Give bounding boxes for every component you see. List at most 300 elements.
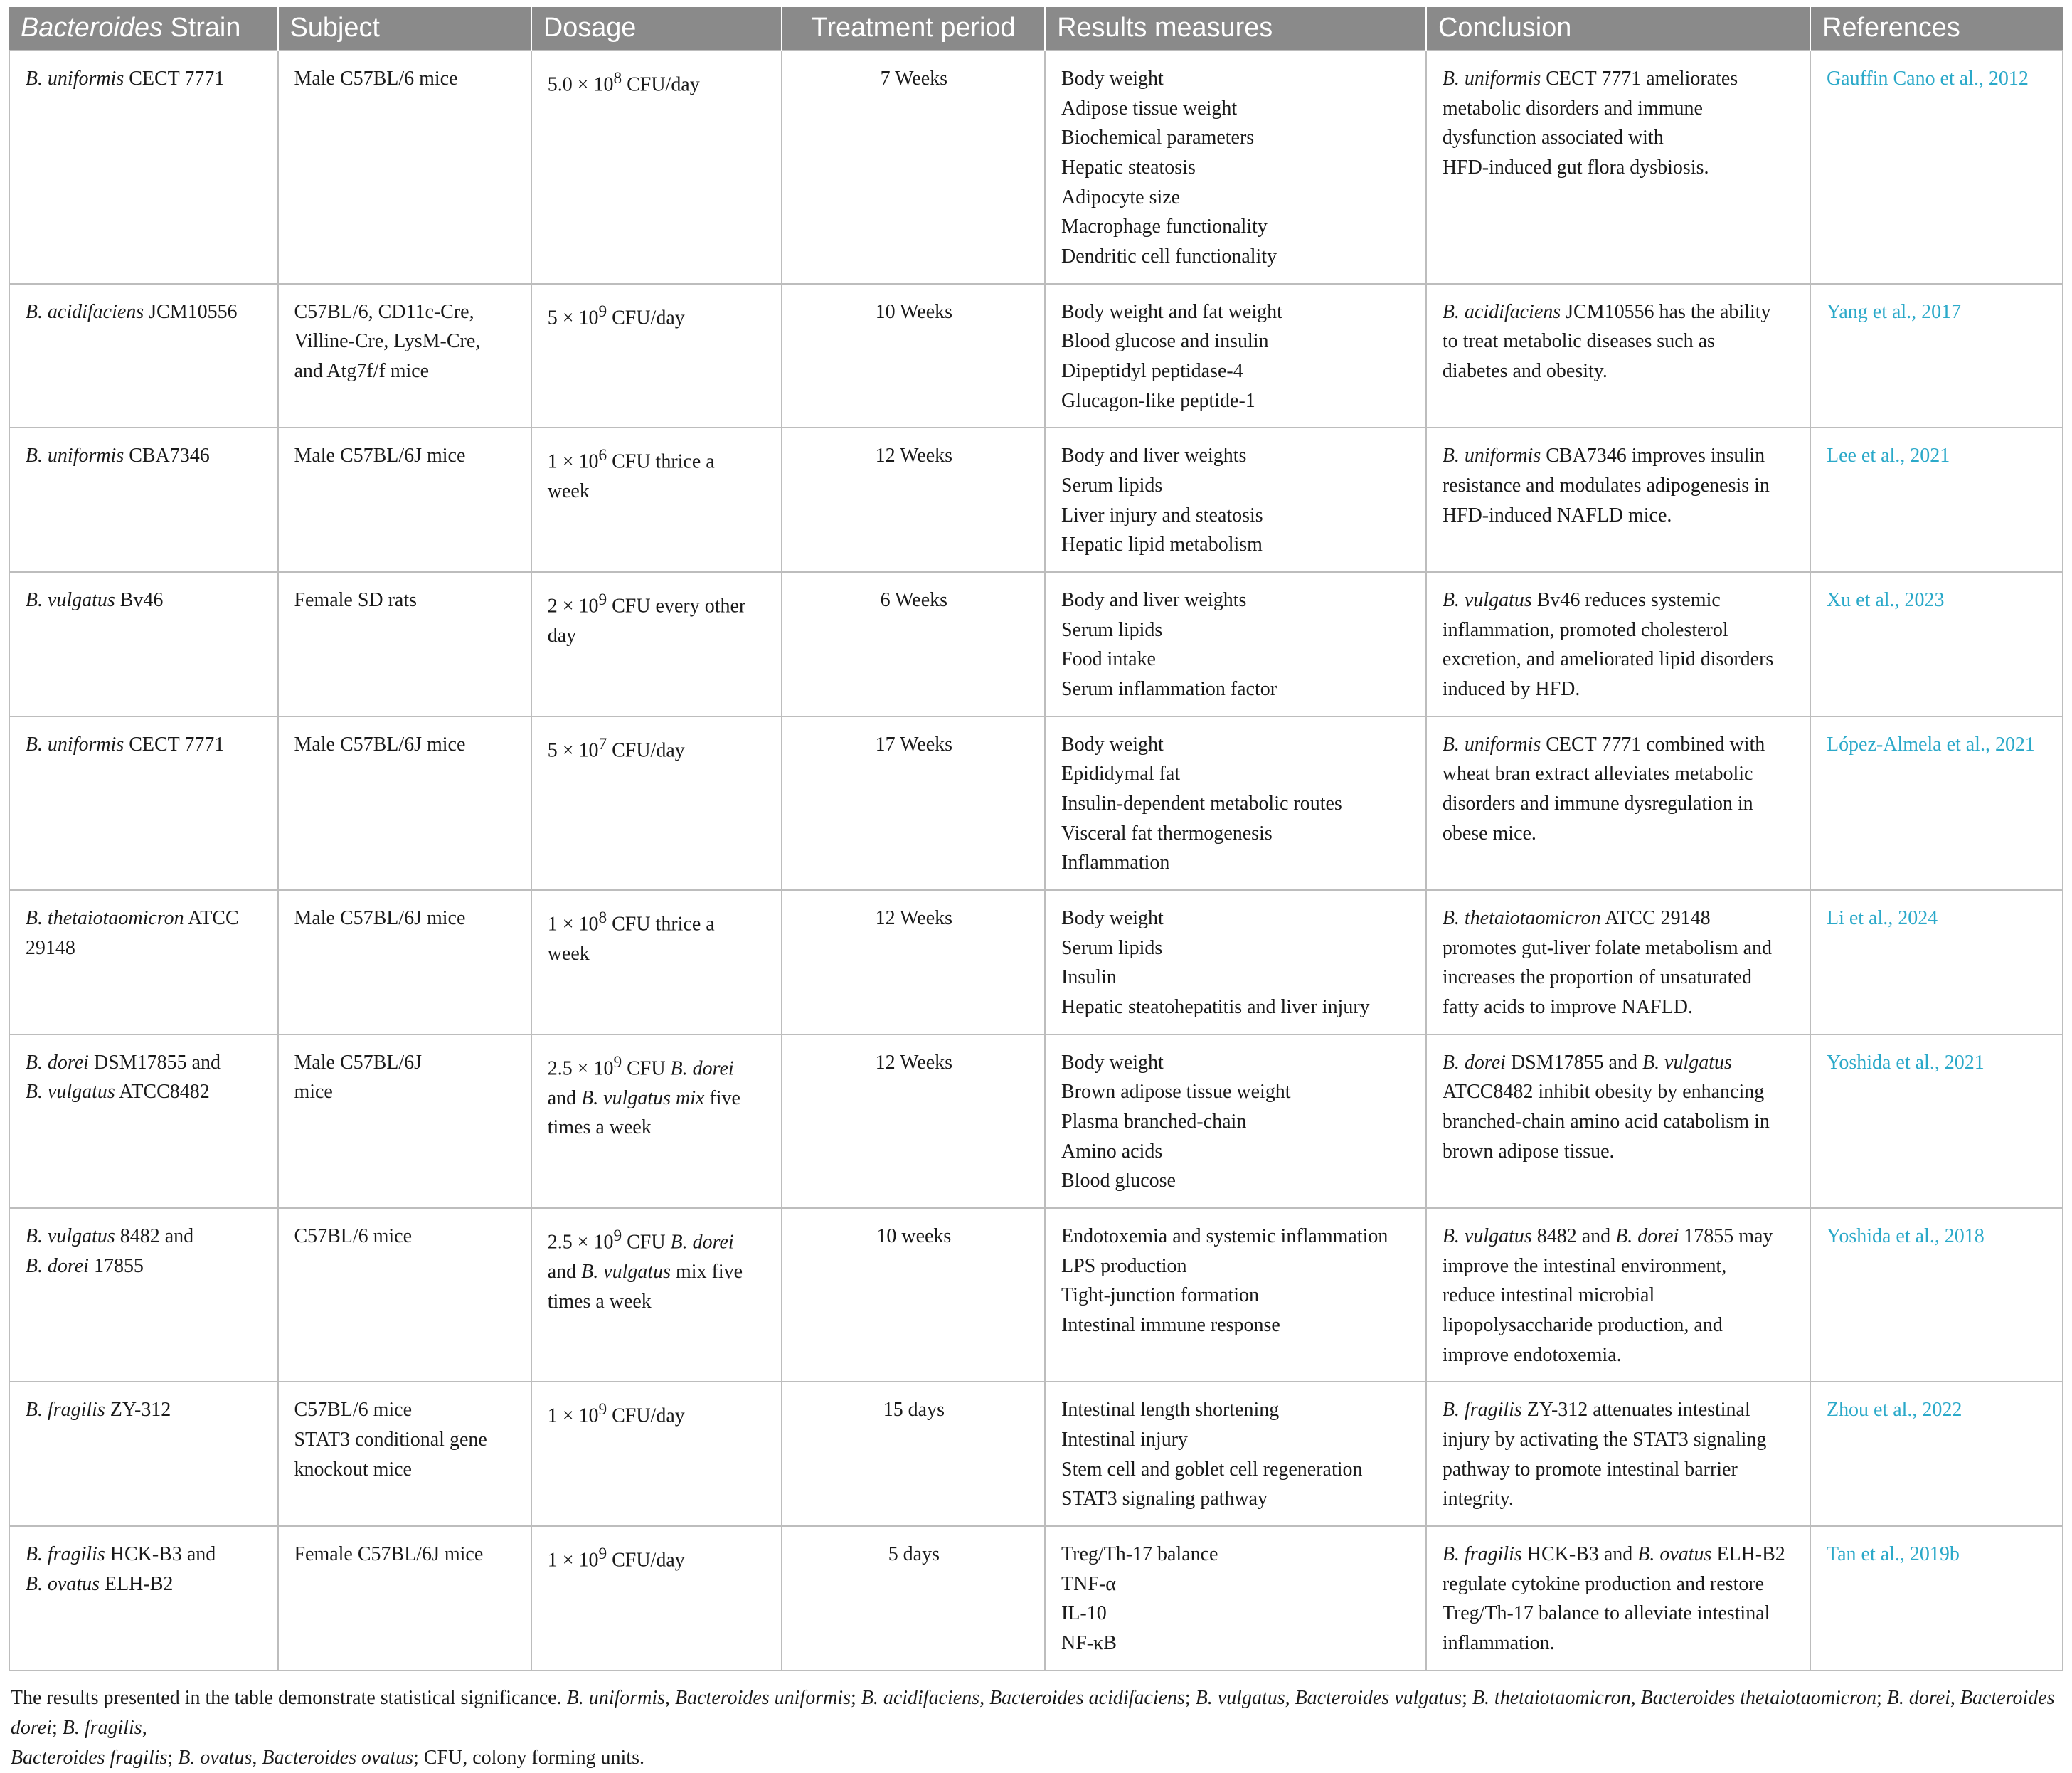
italic-text: B. fragilis xyxy=(1442,1399,1522,1422)
text-segment: 29148 xyxy=(25,936,75,959)
text-segment: Female C57BL/6J mice xyxy=(294,1543,484,1566)
text-segment: Male C57BL/6J mice xyxy=(294,445,466,467)
cell-line xyxy=(1443,123,1795,153)
italic-text: B. dorei xyxy=(25,1254,89,1277)
italic-text: B. vulgatus xyxy=(1442,1225,1532,1248)
subject-cell xyxy=(278,51,531,284)
reference-link[interactable]: Lee et al., 2021 xyxy=(1826,445,1950,467)
references-cell xyxy=(1810,51,2063,284)
text-segment: and xyxy=(547,1261,582,1284)
italic-text: B. vulgatus xyxy=(1195,1687,1285,1710)
text-segment: times a week xyxy=(547,1116,652,1139)
superscript: 9 xyxy=(598,302,607,321)
italic-text: B. uniformis xyxy=(25,445,124,467)
italic-text: B. uniformis xyxy=(25,733,124,756)
treatment-period-cell: 6 Weeks xyxy=(782,572,1045,716)
superscript: 8 xyxy=(613,69,622,88)
cell-line xyxy=(1443,615,1795,645)
text-segment: metabolic disorders and immune xyxy=(1442,97,1703,120)
cell-line xyxy=(548,1222,767,1257)
cell-line xyxy=(548,939,767,969)
text-segment: improve the intestinal environment, xyxy=(1442,1254,1727,1277)
strain-cell xyxy=(9,284,278,428)
treatment-period-cell: 12 Weeks xyxy=(782,890,1045,1034)
text-segment: 5.0 × 10 xyxy=(547,73,614,96)
dosage-cell xyxy=(531,284,782,428)
cell-line xyxy=(1443,1137,1795,1167)
text-segment: CFU xyxy=(622,1231,671,1254)
text-segment: 17855 may xyxy=(1679,1225,1773,1248)
measure-item: Stem cell and goblet cell regeneration xyxy=(1061,1458,1363,1481)
text-segment: week xyxy=(547,480,590,503)
italic-text: Bacteroides vulgatus xyxy=(1295,1687,1462,1710)
measure-item: Intestinal injury xyxy=(1061,1429,1188,1451)
reference-link[interactable]: Zhou et al., 2022 xyxy=(1826,1399,1962,1422)
text-segment: , xyxy=(1630,1687,1641,1710)
treatment-period-cell: 15 days xyxy=(782,1382,1045,1526)
measure-item: Visceral fat thermogenesis xyxy=(1061,822,1273,845)
superscript: 8 xyxy=(598,909,607,928)
references-cell xyxy=(1810,1526,2063,1671)
text-segment: Male C57BL/6J mice xyxy=(294,907,466,930)
text-segment: mix five xyxy=(671,1261,743,1284)
cell-line xyxy=(1443,297,1795,327)
cell-line xyxy=(1443,1599,1795,1629)
text-segment: resistance and modulates adipogenesis in xyxy=(1442,475,1770,497)
table-row xyxy=(9,1208,2063,1382)
italic-text: B. uniformis xyxy=(566,1687,666,1710)
text-segment: 5 × 10 xyxy=(547,739,599,762)
results-measures-cell xyxy=(1045,890,1426,1034)
text-segment: STAT3 conditional gene xyxy=(294,1429,487,1451)
strain-cell xyxy=(9,890,278,1034)
measure-item: Insulin xyxy=(1061,966,1117,989)
cell-line xyxy=(26,64,262,94)
cell-line xyxy=(26,441,262,471)
cell-line xyxy=(1443,1540,1795,1570)
measure-item: Macrophage functionality xyxy=(1061,216,1268,238)
treatment-period-cell: 12 Weeks xyxy=(782,1034,1045,1208)
cell-line xyxy=(294,1425,516,1455)
measure-item: Glucagon-like peptide-1 xyxy=(1061,389,1255,412)
strain-cell xyxy=(9,428,278,572)
text-segment: induced by HFD. xyxy=(1442,678,1580,701)
cell-line xyxy=(11,1743,2063,1773)
cell-line xyxy=(294,327,516,356)
treatment-period-cell: 10 weeks xyxy=(782,1208,1045,1382)
dosage-cell xyxy=(531,1208,782,1382)
subject-cell xyxy=(278,890,531,1034)
measure-item: Liver injury and steatosis xyxy=(1061,504,1263,526)
cell-line xyxy=(1443,1425,1795,1455)
text-segment: lipopolysaccharide production, and xyxy=(1442,1314,1723,1337)
cell-line xyxy=(26,730,262,760)
header-conclusion: Conclusion xyxy=(1426,7,1810,51)
text-segment: branched-chain amino acid catabolism in xyxy=(1442,1111,1770,1133)
dosage-cell xyxy=(531,51,782,284)
subject-cell xyxy=(278,1526,531,1671)
cell-line xyxy=(26,1540,262,1570)
italic-text: B. acidifaciens xyxy=(25,300,144,323)
italic-text: B. dorei xyxy=(1615,1225,1679,1248)
strain-cell xyxy=(9,1526,278,1671)
text-segment: five xyxy=(704,1086,740,1109)
measure-item: Intestinal immune response xyxy=(1061,1314,1280,1337)
text-segment: reduce intestinal microbial xyxy=(1442,1284,1655,1307)
text-segment: inflammation, promoted cholesterol xyxy=(1442,618,1728,641)
text-segment: promotes gut-liver folate metabolism and xyxy=(1442,936,1773,959)
cell-line xyxy=(294,1455,516,1485)
reference-link[interactable]: Xu et al., 2023 xyxy=(1826,589,1945,612)
cell-line xyxy=(548,586,767,621)
text-segment: DSM17855 and xyxy=(88,1051,221,1074)
measure-item: Biochemical parameters xyxy=(1061,127,1255,149)
measure-item: Insulin-dependent metabolic routes xyxy=(1061,793,1342,815)
treatment-period-cell: 7 Weeks xyxy=(782,51,1045,284)
cell-line xyxy=(26,297,262,327)
cell-line xyxy=(1443,1484,1795,1514)
cell-line xyxy=(294,1395,516,1425)
cell-line xyxy=(1443,586,1795,615)
references-cell xyxy=(1810,572,2063,716)
cell-line xyxy=(294,1540,516,1570)
references-cell xyxy=(1810,1208,2063,1382)
reference-link[interactable]: Tan et al., 2019b xyxy=(1826,1543,1960,1566)
results-measures-cell xyxy=(1045,428,1426,572)
text-segment: CFU/day xyxy=(622,73,700,96)
italic-text: B. dorei xyxy=(670,1231,734,1254)
strain-cell xyxy=(9,572,278,716)
cell-line xyxy=(26,1048,262,1078)
italic-text: B. vulgatus xyxy=(25,1225,115,1248)
conclusion-cell xyxy=(1426,1208,1810,1382)
cell-line xyxy=(294,1077,516,1107)
cell-line xyxy=(294,297,516,327)
text-segment: CFU thrice a xyxy=(607,913,715,936)
superscript: 6 xyxy=(598,446,607,465)
measure-item: Serum lipids xyxy=(1061,475,1163,497)
cell-line xyxy=(26,1077,262,1107)
cell-line xyxy=(1443,1222,1795,1251)
superscript: 9 xyxy=(598,1400,607,1419)
cell-line xyxy=(1443,94,1795,124)
text-segment: CECT 7771 xyxy=(124,733,225,756)
reference-link[interactable]: Yang et al., 2017 xyxy=(1826,300,1962,323)
text-segment: ; CFU, colony forming units. xyxy=(413,1747,644,1769)
text-segment: 1 × 10 xyxy=(547,1404,599,1427)
italic-text: B. thetaiotaomicron xyxy=(1472,1687,1631,1710)
italic-text: B. acidifaciens xyxy=(861,1687,980,1710)
text-segment: and xyxy=(547,1086,582,1109)
cell-line xyxy=(294,730,516,760)
results-measures-cell xyxy=(1045,572,1426,716)
reference-link[interactable]: Gauffin Cano et al., 2012 xyxy=(1826,68,2029,90)
cell-line xyxy=(11,1683,2063,1743)
table-row xyxy=(9,890,2063,1034)
text-segment: HCK-B3 and xyxy=(105,1543,216,1566)
results-measures-cell xyxy=(1045,1208,1426,1382)
text-segment: ATCC8482 xyxy=(115,1081,210,1104)
bacteroides-strain-table xyxy=(9,7,2063,1671)
cell-line xyxy=(1443,730,1795,760)
measure-item: Dendritic cell functionality xyxy=(1061,245,1277,268)
text-segment: JCM10556 has the ability xyxy=(1561,300,1771,323)
italic-text: B. ovatus xyxy=(25,1572,100,1595)
text-segment: ; xyxy=(51,1717,63,1740)
text-segment: ELH-B2 xyxy=(100,1572,174,1595)
measure-item: Body weight xyxy=(1061,733,1164,756)
cell-line xyxy=(548,1395,767,1431)
text-segment: wheat bran extract alleviates metabolic xyxy=(1442,763,1753,785)
superscript: 9 xyxy=(598,1545,607,1564)
italic-text: B. vulgatus xyxy=(1642,1051,1732,1074)
italic-text: B. dorei xyxy=(25,1051,89,1074)
text-segment: 8482 and xyxy=(115,1225,194,1248)
text-segment: ; xyxy=(850,1687,861,1710)
measure-item: Blood glucose and insulin xyxy=(1061,330,1269,353)
measure-item: Amino acids xyxy=(1061,1140,1163,1163)
text-segment: obese mice. xyxy=(1442,822,1536,845)
text-segment: CFU every other xyxy=(607,595,746,618)
text-segment: C57BL/6 mice xyxy=(294,1399,413,1422)
italic-text: B. fragilis xyxy=(62,1717,142,1740)
superscript: 9 xyxy=(613,1227,622,1246)
reference-link[interactable]: Li et al., 2024 xyxy=(1826,907,1938,930)
cell-line xyxy=(548,730,767,766)
results-measures-cell xyxy=(1045,284,1426,428)
text-segment: CFU thrice a xyxy=(607,450,715,473)
cell-line xyxy=(548,1287,767,1317)
cell-line xyxy=(1443,327,1795,356)
italic-text: B. vulgatus xyxy=(25,589,115,612)
reference-link[interactable]: López-Almela et al., 2021 xyxy=(1826,733,2035,756)
cell-line xyxy=(294,586,516,615)
table-row xyxy=(9,1382,2063,1526)
cell-line xyxy=(548,1113,767,1143)
italic-text: Bacteroides thetaiotaomicron xyxy=(1640,1687,1877,1710)
italic-text: B. vulgatus xyxy=(25,1081,115,1104)
strain-cell xyxy=(9,51,278,284)
text-segment: 8482 and xyxy=(1531,1225,1616,1248)
cell-line xyxy=(1443,1251,1795,1281)
italic-text: B. fragilis xyxy=(1442,1543,1522,1566)
cell-line xyxy=(1443,1281,1795,1311)
treatment-period-cell: 10 Weeks xyxy=(782,284,1045,428)
subject-cell xyxy=(278,1208,531,1382)
text-segment: HFD-induced gut flora dysbiosis. xyxy=(1442,157,1709,179)
text-segment: 2.5 × 10 xyxy=(547,1231,614,1254)
strain-cell xyxy=(9,1382,278,1526)
measure-item: Epididymal fat xyxy=(1061,763,1181,785)
cell-line xyxy=(1443,933,1795,963)
italic-text: B. ovatus xyxy=(178,1747,253,1769)
cell-line xyxy=(294,64,516,94)
italic-text: B. uniformis xyxy=(1442,68,1541,90)
subject-cell xyxy=(278,1382,531,1526)
measure-item: Food intake xyxy=(1061,648,1156,671)
text-segment: Male C57BL/6J xyxy=(294,1051,423,1074)
reference-link[interactable]: Yoshida et al., 2018 xyxy=(1826,1225,1985,1248)
results-measures-cell xyxy=(1045,1382,1426,1526)
superscript: 9 xyxy=(613,1052,622,1071)
measure-item: Body weight xyxy=(1061,907,1164,930)
cell-line xyxy=(548,441,767,477)
text-segment: HFD-induced NAFLD mice. xyxy=(1442,504,1672,526)
text-segment: Male C57BL/6 mice xyxy=(294,68,458,90)
subject-cell xyxy=(278,428,531,572)
strain-cell xyxy=(9,1208,278,1382)
cell-line xyxy=(26,1222,262,1251)
text-segment: , xyxy=(142,1717,147,1740)
measure-item: Brown adipose tissue weight xyxy=(1061,1081,1291,1104)
cell-line xyxy=(1443,1629,1795,1658)
cell-line xyxy=(1443,1340,1795,1370)
italic-text: Bacteroides uniformis xyxy=(675,1687,851,1710)
cell-line xyxy=(26,1395,262,1425)
table-row xyxy=(9,428,2063,572)
italic-text: B. vulgatus xyxy=(581,1261,671,1284)
table-row xyxy=(9,51,2063,284)
cell-line xyxy=(1443,1107,1795,1137)
conclusion-cell xyxy=(1426,51,1810,284)
subject-cell xyxy=(278,572,531,716)
text-segment: , xyxy=(979,1687,990,1710)
text-segment: 5 × 10 xyxy=(547,307,599,329)
table-row xyxy=(9,1526,2063,1671)
text-segment: DSM17855 and xyxy=(1505,1051,1642,1074)
text-segment: 1 × 10 xyxy=(547,913,599,936)
text-segment: Bv46 xyxy=(115,589,164,612)
italic-text: B. uniformis xyxy=(1442,733,1541,756)
text-segment: 2 × 10 xyxy=(547,595,599,618)
table-row xyxy=(9,284,2063,428)
conclusion-cell xyxy=(1426,1382,1810,1526)
text-segment: 17855 xyxy=(88,1254,144,1277)
text-segment: ATCC8482 inhibit obesity by enhancing xyxy=(1442,1081,1765,1104)
text-segment: times a week xyxy=(547,1290,652,1313)
italic-text: B. dorei xyxy=(1442,1051,1506,1074)
measure-item: Hepatic steatohepatitis and liver injury xyxy=(1061,996,1370,1019)
header-subject: Subject xyxy=(278,7,531,51)
italic-text: Bacteroides acidifaciens xyxy=(989,1687,1185,1710)
dosage-cell xyxy=(531,428,782,572)
conclusion-cell xyxy=(1426,890,1810,1034)
cell-line xyxy=(26,933,262,963)
italic-text: B. thetaiotaomicron xyxy=(25,907,184,930)
cell-line xyxy=(548,297,767,333)
text-segment: CECT 7771 ameliorates xyxy=(1541,68,1738,90)
text-segment: CFU/day xyxy=(607,307,685,329)
text-segment: CFU/day xyxy=(607,739,685,762)
cell-line xyxy=(294,441,516,471)
italic-text: B. vulgatus mix xyxy=(581,1086,705,1109)
cell-line xyxy=(1443,1048,1795,1078)
measure-item: Adipocyte size xyxy=(1061,186,1181,208)
header-dosage: Dosage xyxy=(531,7,782,51)
measure-item: NF-κB xyxy=(1061,1632,1117,1655)
results-measures-cell xyxy=(1045,51,1426,284)
header-references: References xyxy=(1810,7,2063,51)
text-segment: Male C57BL/6J mice xyxy=(294,733,466,756)
text-segment: disorders and immune dysregulation in xyxy=(1442,793,1753,815)
italic-text: B. fragilis xyxy=(25,1543,105,1566)
dosage-cell xyxy=(531,572,782,716)
dosage-cell xyxy=(531,1526,782,1671)
treatment-period-cell: 12 Weeks xyxy=(782,428,1045,572)
cell-line xyxy=(1443,759,1795,789)
cell-line xyxy=(26,1251,262,1281)
text-segment: C57BL/6 mice xyxy=(294,1225,413,1248)
italic-text: Bacteroides fragilis xyxy=(10,1747,168,1769)
text-segment: fatty acids to improve NAFLD. xyxy=(1442,996,1693,1019)
text-segment: The results presented in the table demonstrate statistical significance. xyxy=(10,1687,567,1710)
italic-text: B. uniformis xyxy=(25,68,124,90)
reference-link[interactable]: Yoshida et al., 2021 xyxy=(1826,1051,1985,1074)
text-segment: , xyxy=(1285,1687,1295,1710)
cell-line xyxy=(1443,1570,1795,1599)
measure-item: Endotoxemia and systemic inflammation xyxy=(1061,1225,1388,1248)
cell-line xyxy=(26,586,262,615)
cell-line xyxy=(1443,153,1795,183)
measure-item: Hepatic lipid metabolism xyxy=(1061,534,1263,556)
cell-line xyxy=(548,64,767,100)
cell-line xyxy=(294,1048,516,1078)
italic-text: B. ovatus xyxy=(1637,1543,1712,1566)
text-segment: , xyxy=(252,1747,262,1769)
cell-line xyxy=(294,356,516,386)
text-segment: CECT 7771 combined with xyxy=(1541,733,1765,756)
conclusion-cell xyxy=(1426,284,1810,428)
results-measures-cell xyxy=(1045,1526,1426,1671)
text-segment: 1 × 10 xyxy=(547,450,599,473)
text-segment: diabetes and obesity. xyxy=(1442,360,1608,382)
text-segment: ZY-312 attenuates intestinal xyxy=(1521,1399,1750,1422)
text-segment: CBA7346 xyxy=(124,445,210,467)
subject-cell xyxy=(278,716,531,890)
table-page xyxy=(9,7,2063,1773)
table-footnote xyxy=(9,1683,2063,1773)
subject-cell xyxy=(278,284,531,428)
cell-line xyxy=(548,477,767,507)
text-segment: pathway to promote intestinal barrier xyxy=(1442,1458,1738,1481)
italic-text: B. fragilis xyxy=(25,1399,105,1422)
measure-item: Serum inflammation factor xyxy=(1061,678,1277,701)
measure-item: Blood glucose xyxy=(1061,1170,1176,1192)
italic-text: Bacteroides dorei xyxy=(10,1687,2055,1740)
measure-item: TNF-α xyxy=(1061,1572,1116,1595)
measure-item: Body weight and fat weight xyxy=(1061,300,1282,323)
references-cell xyxy=(1810,890,2063,1034)
text-segment: increases the proportion of unsaturated xyxy=(1442,966,1752,989)
text-segment: ZY-312 xyxy=(105,1399,171,1422)
results-measures-cell xyxy=(1045,1034,1426,1208)
text-segment: dysfunction associated with xyxy=(1442,127,1664,149)
text-segment: and Atg7f/f mice xyxy=(294,360,430,382)
header-treatment-period: Treatment period xyxy=(782,7,1045,51)
text-segment: knockout mice xyxy=(294,1458,412,1481)
cell-line xyxy=(1443,674,1795,704)
text-segment: ATCC xyxy=(184,907,239,930)
references-cell xyxy=(1810,284,2063,428)
text-segment: , xyxy=(665,1687,676,1710)
measure-item: STAT3 signaling pathway xyxy=(1061,1488,1268,1510)
references-cell xyxy=(1810,716,2063,890)
table-row xyxy=(9,716,2063,890)
cell-line xyxy=(1443,471,1795,501)
measure-item: Intestinal length shortening xyxy=(1061,1399,1280,1422)
measure-item: IL-10 xyxy=(1061,1602,1107,1625)
text-segment: ; xyxy=(1462,1687,1472,1710)
